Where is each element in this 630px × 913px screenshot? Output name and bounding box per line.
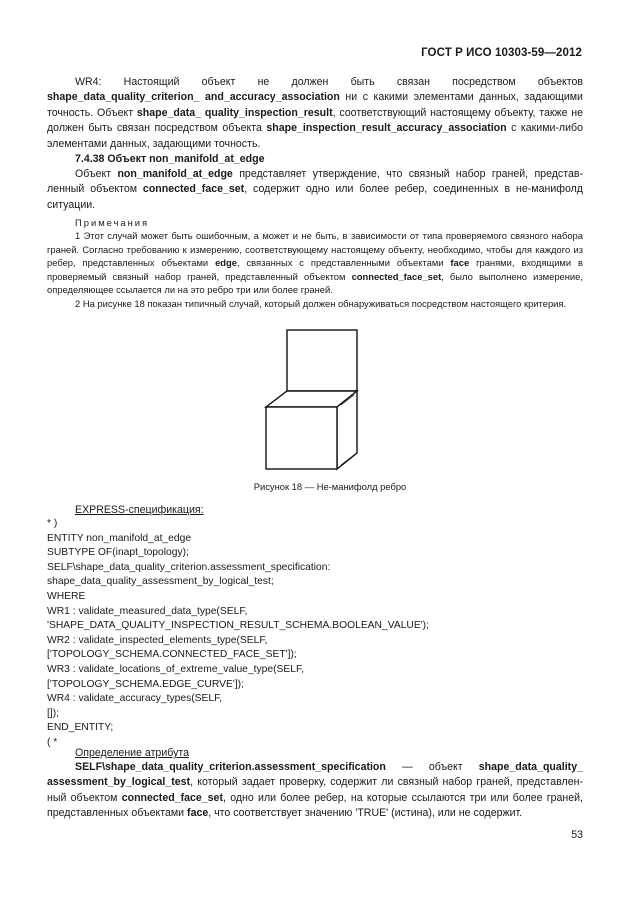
code-line: ['TOPOLOGY_SCHEMA.EDGE_CURVE']);	[47, 678, 244, 690]
code-line: 'SHAPE_DATA_QUALITY_INSPECTION_RESULT_SCHEMA.BOOLEAN_VALUE');	[47, 620, 429, 632]
code-line: ( *	[47, 736, 58, 748]
code-line: []);	[47, 707, 60, 719]
attribute-title: Определение атрибута	[75, 747, 190, 759]
code-line: ['TOPOLOGY_SCHEMA.CONNECTED_FACE_SET']);	[47, 649, 297, 661]
code-line: SELF\shape_data_quality_criterion.assessment_specification:	[47, 561, 331, 573]
attribute-definition: SELF\shape_data_quality_criterion.assessment_specification — объект shape_data_quality_ assessment_by_logical_test, который задает проверку, содержит ли связный набор граней, представленный объектом connected_face_set, одно или более ребер, на которые ссылаются три или более граней, представленных объектами face, что соответствует значению 'TRUE' (истина), или не содержит.	[47, 761, 583, 820]
cube-front-face	[266, 407, 337, 469]
notes-title: Примечания	[75, 217, 150, 228]
section-heading: 7.4.38 Объект non_manifold_at_edge	[75, 153, 265, 165]
express-title: EXPRESS-спецификация:	[75, 504, 204, 516]
code-line: * )	[47, 518, 58, 529]
code-line: WR4 : validate_accuracy_types(SELF,	[47, 693, 223, 705]
code-line: SUBTYPE OF(inapt_topology);	[47, 547, 189, 559]
code-line: shape_data_quality_assessment_by_logical_test;	[47, 576, 274, 588]
code-line: WR2 : validate_inspected_elements_type(SELF,	[47, 634, 268, 646]
note-2: 2 На рисунке 18 показан типичный случай, который должен обнаруживаться посредством настоящего критерия.	[75, 298, 567, 309]
wr4-paragraph: WR4: Настоящий объект не должен быть связан посредством объектов shape_data_quality_criterion_ and_accuracy_association ни с какими элементами данных, задающими точность. Объект shape_data_ quality_inspection_result, соответствующий настоящему объекту, также не должен быть связан посредством объекта shape_inspection_result_accuracy_association с какими-либо элементами данных, задающими точность.	[47, 76, 583, 150]
note-1: 1 Этот случай может быть ошибочным, а может и не быть, в зависимости от типа проверяемого связного набора граней. Согласно требованию к измерению, соответствующему настоящему объекту, необходимо, чтобы для каждого из ребер, представленных объектами edge, связанных с представленными объектами face гранями, входящими в проверяемый связный набор граней, представленный объектом connected_face_set, было выполнено измерение, определяющее ссылается ли на это ребро три или более граней.	[47, 230, 583, 296]
figure-caption: Рисунок 18 — Не-манифолд ребро	[253, 481, 407, 492]
description-paragraph: Объект non_manifold_at_edge представляет утверждение, что связный набор граней, представленный объектом connected_face_set, содержит одно или более ребер, соединенных в не-манифолд ситуации.	[47, 168, 583, 211]
vertical-face	[287, 330, 357, 391]
code-line: ENTITY non_manifold_at_edge	[47, 532, 192, 544]
code-line: WR1 : validate_measured_data_type(SELF,	[47, 605, 248, 617]
page-number: 53	[571, 829, 583, 841]
non-manifold-edge-figure	[255, 325, 370, 475]
code-line: WHERE	[47, 590, 86, 602]
code-line: END_ENTITY;	[47, 722, 114, 734]
document-header: ГОСТ Р ИСО 10303-59—2012	[421, 47, 582, 59]
code-line: WR3 : validate_locations_of_extreme_value_type(SELF,	[47, 663, 304, 675]
express-code-block	[47, 517, 429, 751]
